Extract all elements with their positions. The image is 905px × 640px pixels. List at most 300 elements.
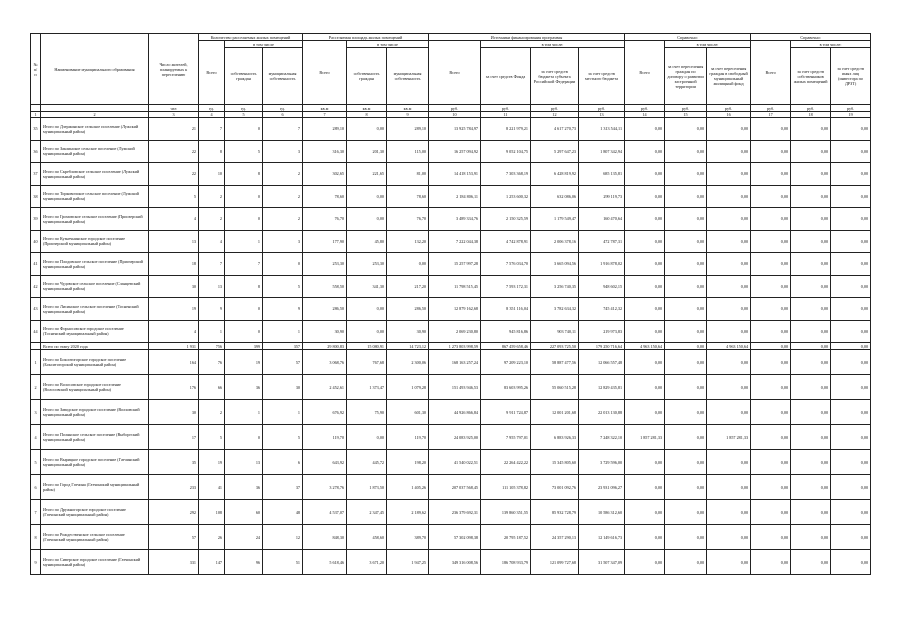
value-cell: 15 257 997,28 <box>429 253 481 276</box>
value-cell: 289,10 <box>303 118 347 141</box>
value-cell: 6 428 819,92 <box>531 163 579 186</box>
row-number: 4 <box>31 425 41 450</box>
column-number-cell: 5 <box>225 112 263 118</box>
total-value-cell: 867 459 658,46 <box>481 343 531 350</box>
value-cell: 0,00 <box>791 185 831 208</box>
value-cell: 0,00 <box>707 163 751 186</box>
value-cell: 0,00 <box>831 275 871 298</box>
units-cell: кв.м <box>303 105 347 112</box>
value-cell: 207 037 568,45 <box>429 475 481 500</box>
total-value-cell: 4 963 150,64 <box>625 343 665 350</box>
units-cell: ед. <box>199 105 225 112</box>
value-cell: 12 <box>263 525 303 550</box>
table-row <box>31 253 871 276</box>
table-row <box>31 400 871 425</box>
value-cell: 1 <box>263 400 303 425</box>
total-value-cell: 0,00 <box>665 343 707 350</box>
value-cell: 0,00 <box>791 230 831 253</box>
area-group-header: Расселяемая площадь жилых помещений <box>303 34 429 41</box>
value-cell: 0,00 <box>791 275 831 298</box>
value-cell: 78,60 <box>303 185 347 208</box>
value-cell: 0 <box>225 185 263 208</box>
value-cell: 0,00 <box>665 208 707 231</box>
value-cell: 81,00 <box>387 163 429 186</box>
value-cell: 0,00 <box>791 253 831 276</box>
value-cell: 745 412,32 <box>579 298 625 321</box>
value-cell: 601,30 <box>387 400 429 425</box>
units-cell <box>41 105 149 112</box>
value-cell: 13 <box>199 275 225 298</box>
value-cell: 1 <box>263 320 303 343</box>
value-cell: 0,00 <box>707 475 751 500</box>
units-cell: руб. <box>751 105 791 112</box>
value-cell: 9 911 724,87 <box>481 400 531 425</box>
value-cell: 0,00 <box>791 208 831 231</box>
value-cell: 201,30 <box>347 140 387 163</box>
value-cell: 0,00 <box>831 400 871 425</box>
column-number-cell: 16 <box>707 112 751 118</box>
value-cell: 7 593 172,31 <box>481 275 531 298</box>
table-row <box>31 450 871 475</box>
value-cell: 5 <box>149 185 199 208</box>
value-cell: 177,90 <box>303 230 347 253</box>
total-value-cell: 4 963 150,64 <box>707 343 751 350</box>
table-row <box>31 375 871 400</box>
row-number: 35 <box>31 118 41 141</box>
value-cell: 253,30 <box>303 253 347 276</box>
municipality-name: Итого по Плодовское сельское поселение (Приозерский муниципальный район) <box>41 253 149 276</box>
value-cell: 0,00 <box>707 118 751 141</box>
value-cell: 0,00 <box>707 550 751 575</box>
value-cell: 948 602,15 <box>579 275 625 298</box>
municipality-name: Итого по Чудовское сельское поселение (Сланцевский муниципальный район) <box>41 275 149 298</box>
value-cell: 0,00 <box>625 163 665 186</box>
row-number <box>31 343 41 350</box>
value-cell: 0,00 <box>831 500 871 525</box>
value-cell: 1 947,25 <box>387 550 429 575</box>
value-cell: 0,00 <box>751 298 791 321</box>
value-cell: 685 135,81 <box>579 163 625 186</box>
table-row <box>31 320 871 343</box>
value-cell: 2 300,06 <box>387 350 429 375</box>
total-value-cell: 357 <box>263 343 303 350</box>
value-cell: 292 <box>149 500 199 525</box>
table-row <box>31 550 871 575</box>
value-cell: 5 297 647,23 <box>531 140 579 163</box>
column-number-cell: 2 <box>41 112 149 118</box>
value-cell: 4 <box>149 208 199 231</box>
value-cell: 0,00 <box>707 140 751 163</box>
value-cell: 341,30 <box>347 275 387 298</box>
total-row <box>31 343 871 350</box>
value-cell: 0,00 <box>791 163 831 186</box>
value-cell: 0,00 <box>751 118 791 141</box>
ref2-total-header: Всего <box>751 41 791 105</box>
value-cell: 0,00 <box>707 450 751 475</box>
value-cell: 132,20 <box>387 230 429 253</box>
total-label: Всего по этапу 2020 года <box>41 343 149 350</box>
value-cell: 0,00 <box>665 298 707 321</box>
area-sub-header: в том числе <box>347 41 429 48</box>
value-cell: 7 576 034,70 <box>481 253 531 276</box>
value-cell: 7 <box>199 118 225 141</box>
ref1-b-header: за счет переселения граждан в свободный муниципальный жилищный фонд <box>707 48 751 105</box>
value-cell: 12 879 162,68 <box>429 298 481 321</box>
row-number: 1 <box>31 350 41 375</box>
column-number-cell: 7 <box>303 112 347 118</box>
value-cell: 7 303 368,19 <box>481 163 531 186</box>
value-cell: 0,00 <box>625 525 665 550</box>
value-cell: 0,00 <box>791 298 831 321</box>
value-cell: 30,90 <box>387 320 429 343</box>
value-cell: 0,00 <box>751 230 791 253</box>
units-cell: ед. <box>263 105 303 112</box>
total-value-cell: 399 <box>225 343 263 350</box>
area-total-header: Всего <box>303 41 347 105</box>
value-cell: 0,00 <box>625 253 665 276</box>
municipality-name: Итого по Вырицкое городское поселение (Гатчинский муниципальный район) <box>41 450 149 475</box>
total-value-cell: 0,00 <box>751 343 791 350</box>
column-number-cell: 10 <box>429 112 481 118</box>
resettlement-table <box>30 33 871 575</box>
finance-group-header: Источники финансирования программы <box>429 34 625 41</box>
value-cell: 23 931 096,27 <box>579 475 625 500</box>
value-cell: 848,30 <box>303 525 347 550</box>
value-cell: 0,00 <box>831 185 871 208</box>
value-cell: 0 <box>225 320 263 343</box>
value-cell: 0,00 <box>665 185 707 208</box>
ref1-group-header: Справочно: <box>625 34 751 41</box>
value-cell: 97 209 223,10 <box>481 350 531 375</box>
value-cell: 35 <box>149 450 199 475</box>
value-cell: 0,00 <box>751 163 791 186</box>
value-cell: 10 <box>199 163 225 186</box>
table-row <box>31 230 871 253</box>
value-cell: 22 264 422,22 <box>481 450 531 475</box>
value-cell: 0,00 <box>625 475 665 500</box>
ref1-a-header: за счет переселения граждан по договору о развитии застроенной территории <box>665 48 707 105</box>
value-cell: 0,00 <box>665 320 707 343</box>
value-cell: 389,70 <box>387 525 429 550</box>
value-cell: 4 537,07 <box>303 500 347 525</box>
value-cell: 0,00 <box>707 298 751 321</box>
table-row <box>31 500 871 525</box>
column-number-cell: 18 <box>791 112 831 118</box>
area-municipal-header: муниципальная собственность <box>387 48 429 105</box>
value-cell: 12 066 557,48 <box>579 350 625 375</box>
column-number-cell: 14 <box>625 112 665 118</box>
municipality-name: Итого по Заводское городское поселение (Волховский муниципальный район) <box>41 400 149 425</box>
value-cell: 58 887 477,56 <box>531 350 579 375</box>
value-cell: 3 256 740,35 <box>531 275 579 298</box>
value-cell: 4 617 270,73 <box>531 118 579 141</box>
value-cell: 0,00 <box>707 375 751 400</box>
total-value-cell: 1 931 <box>149 343 199 350</box>
municipality-name: Итого по Рождественское сельское поселение (Гатчинский муниципальный район) <box>41 525 149 550</box>
value-cell: 44 926 866,84 <box>429 400 481 425</box>
value-cell: 24 357 290,13 <box>531 525 579 550</box>
value-cell: 0,00 <box>625 500 665 525</box>
value-cell: 3 665 094,56 <box>531 253 579 276</box>
rooms-citizens-header: собственность граждан <box>225 48 263 105</box>
value-cell: 30 <box>149 400 199 425</box>
value-cell: 51 <box>263 550 303 575</box>
column-number-cell: 4 <box>199 112 225 118</box>
value-cell: 331 <box>149 550 199 575</box>
units-cell: руб. <box>831 105 871 112</box>
rooms-municipal-header: муниципальная собственность <box>263 48 303 105</box>
value-cell: 7 <box>199 253 225 276</box>
value-cell: 0,00 <box>831 525 871 550</box>
value-cell: 111 105 378,82 <box>481 475 531 500</box>
value-cell: 24 <box>225 525 263 550</box>
value-cell: 0,00 <box>831 375 871 400</box>
municipality-name: Итого по Дзержинское сельское поселение (Лужский муниципальный район) <box>41 118 149 141</box>
value-cell: 0,00 <box>707 400 751 425</box>
value-cell: 5 <box>225 140 263 163</box>
municipality-name: Итого по Торковичское сельское поселение (Лужский муниципальный район) <box>41 185 149 208</box>
value-cell: 0,00 <box>831 320 871 343</box>
value-cell: 945 816,86 <box>481 320 531 343</box>
value-cell: 0,00 <box>665 450 707 475</box>
value-cell: 0,00 <box>751 375 791 400</box>
units-cell: чел <box>149 105 199 112</box>
value-cell: 66 <box>199 375 225 400</box>
value-cell: 0,00 <box>751 525 791 550</box>
value-cell: 0,00 <box>707 208 751 231</box>
value-cell: 0,00 <box>665 550 707 575</box>
value-cell: 30,90 <box>303 320 347 343</box>
value-cell: 7 248 322,10 <box>579 425 625 450</box>
value-cell: 36 <box>225 475 263 500</box>
value-cell: 0,00 <box>751 185 791 208</box>
rooms-group-header: Количество расселяемых жилых помещений <box>199 34 303 41</box>
value-cell: 0,00 <box>791 118 831 141</box>
value-cell: 0,00 <box>751 475 791 500</box>
value-cell: 3 729 596,00 <box>579 450 625 475</box>
value-cell: 7 <box>225 253 263 276</box>
value-cell: 4 <box>199 230 225 253</box>
value-cell: 0,00 <box>347 208 387 231</box>
value-cell: 1 <box>199 320 225 343</box>
value-cell: 8 351 116,04 <box>481 298 531 321</box>
value-cell: 0,00 <box>707 525 751 550</box>
row-number: 7 <box>31 500 41 525</box>
value-cell: 15 345 805,60 <box>531 450 579 475</box>
value-cell: 48 <box>263 500 303 525</box>
value-cell: 2 347,45 <box>347 500 387 525</box>
row-number: 41 <box>31 253 41 276</box>
row-number: 8 <box>31 525 41 550</box>
value-cell: 12 829 435,81 <box>579 375 625 400</box>
value-cell: 0,00 <box>665 253 707 276</box>
row-number: 38 <box>31 185 41 208</box>
value-cell: 0,00 <box>625 298 665 321</box>
value-cell: 7 955 797,01 <box>481 425 531 450</box>
value-cell: 186 708 933,79 <box>481 550 531 575</box>
value-cell: 13 <box>225 450 263 475</box>
value-cell: 0,00 <box>387 253 429 276</box>
value-cell: 1 873,50 <box>347 475 387 500</box>
value-cell: 57 302 098,38 <box>429 525 481 550</box>
value-cell: 11 798 515,45 <box>429 275 481 298</box>
units-cell: руб. <box>579 105 625 112</box>
value-cell: 1 857 281,33 <box>625 425 665 450</box>
column-number-cell: 8 <box>347 112 387 118</box>
table-row <box>31 298 871 321</box>
value-cell: 9 052 104,75 <box>481 140 531 163</box>
value-cell: 4 742 878,91 <box>481 230 531 253</box>
value-cell: 119,70 <box>387 425 429 450</box>
value-cell: 445,72 <box>347 450 387 475</box>
municipality-name: Итого по Город Гатчина (Гатчинский муниципальный район) <box>41 475 149 500</box>
value-cell: 4 <box>149 320 199 343</box>
row-number: 2 <box>31 375 41 400</box>
value-cell: 21 <box>149 118 199 141</box>
value-cell: 0,00 <box>625 185 665 208</box>
value-cell: 0,00 <box>625 320 665 343</box>
value-cell: 0,00 <box>625 550 665 575</box>
municipality-name: Итого по Лисинское сельское поселение (Тосненский муниципальный район) <box>41 298 149 321</box>
value-cell: 0,00 <box>347 320 387 343</box>
table-body <box>31 105 871 575</box>
value-cell: 0,00 <box>831 140 871 163</box>
value-cell: 31 507 347,09 <box>579 550 625 575</box>
table-row <box>31 275 871 298</box>
value-cell: 221,65 <box>347 163 387 186</box>
value-cell: 2 184 806,11 <box>429 185 481 208</box>
value-cell: 2 006 378,16 <box>531 230 579 253</box>
value-cell: 1 373,47 <box>347 375 387 400</box>
value-cell: 160 470,64 <box>579 208 625 231</box>
value-cell: 0 <box>225 208 263 231</box>
fin-total-header: Всего <box>429 41 481 105</box>
value-cell: 1 <box>225 230 263 253</box>
value-cell: 0 <box>225 118 263 141</box>
value-cell: 1 079,28 <box>387 375 429 400</box>
value-cell: 30 <box>149 275 199 298</box>
value-cell: 767,68 <box>347 350 387 375</box>
value-cell: 22 <box>149 163 199 186</box>
value-cell: 5 <box>263 425 303 450</box>
table-row <box>31 208 871 231</box>
value-cell: 76,70 <box>387 208 429 231</box>
value-cell: 83 603 995,26 <box>481 375 531 400</box>
total-value-cell: 0,00 <box>831 343 871 350</box>
value-cell: 0,00 <box>625 275 665 298</box>
value-cell: 0,00 <box>347 425 387 450</box>
value-cell: 458,60 <box>347 525 387 550</box>
column-number-cell: 9 <box>387 112 429 118</box>
value-cell: 7 222 044,38 <box>429 230 481 253</box>
table-row <box>31 425 871 450</box>
rooms-sub-header: в том числе <box>225 41 303 48</box>
municipality-name: Итого по Полянское сельское поселение (Выборгский муниципальный район) <box>41 425 149 450</box>
value-cell: 3 <box>263 230 303 253</box>
value-cell: 0,00 <box>831 475 871 500</box>
value-cell: 1 405,26 <box>387 475 429 500</box>
value-cell: 0,00 <box>751 500 791 525</box>
value-cell: 299 119,73 <box>579 185 625 208</box>
value-cell: 2 <box>263 208 303 231</box>
column-number-cell: 15 <box>665 112 707 118</box>
value-cell: 45,80 <box>347 230 387 253</box>
value-cell: 22 <box>149 140 199 163</box>
value-cell: 139 860 351,55 <box>481 500 531 525</box>
value-cell: 164 <box>149 350 199 375</box>
value-cell: 10 586 312,60 <box>579 500 625 525</box>
value-cell: 0,00 <box>707 253 751 276</box>
value-cell: 0,00 <box>831 425 871 450</box>
value-cell: 0,00 <box>347 185 387 208</box>
value-cell: 2 <box>199 185 225 208</box>
column-number-cell: 6 <box>263 112 303 118</box>
value-cell: 217,20 <box>387 275 429 298</box>
value-cell: 24 083 925,00 <box>429 425 481 450</box>
value-cell: 316,30 <box>303 140 347 163</box>
value-cell: 1 916 878,02 <box>579 253 625 276</box>
value-cell: 8 <box>199 140 225 163</box>
value-cell: 0,00 <box>665 230 707 253</box>
value-cell: 14 418 153,91 <box>429 163 481 186</box>
value-cell: 20 795 187,52 <box>481 525 531 550</box>
units-cell: руб. <box>481 105 531 112</box>
value-cell: 0,00 <box>791 450 831 475</box>
value-cell: 253,30 <box>347 253 387 276</box>
value-cell: 6 <box>263 450 303 475</box>
value-cell: 2 <box>199 400 225 425</box>
value-cell: 1 313 544,11 <box>579 118 625 141</box>
row-number: 5 <box>31 450 41 475</box>
value-cell: 0,00 <box>831 230 871 253</box>
value-cell: 5 <box>199 425 225 450</box>
value-cell: 0,00 <box>751 450 791 475</box>
value-cell: 0,00 <box>665 118 707 141</box>
column-number-cell: 12 <box>531 112 579 118</box>
units-cell: руб. <box>531 105 579 112</box>
value-cell: 286,50 <box>387 298 429 321</box>
value-cell: 76 <box>199 350 225 375</box>
value-cell: 0,00 <box>751 400 791 425</box>
value-cell: 0,00 <box>665 375 707 400</box>
value-cell: 5 <box>263 275 303 298</box>
municipality-name: Итого по Дружногорское городское поселение (Гатчинский муниципальный район) <box>41 500 149 525</box>
units-row <box>31 105 871 112</box>
value-cell: 9 <box>263 298 303 321</box>
value-cell: 8 <box>225 163 263 186</box>
value-cell: 12 001 201,68 <box>531 400 579 425</box>
value-cell: 0,00 <box>625 140 665 163</box>
value-cell: 0,00 <box>625 350 665 375</box>
value-cell: 78,60 <box>387 185 429 208</box>
row-number: 44 <box>31 320 41 343</box>
column-number-cell: 13 <box>579 112 625 118</box>
value-cell: 76,70 <box>303 208 347 231</box>
value-cell: 219 973,83 <box>579 320 625 343</box>
row-number: 36 <box>31 140 41 163</box>
value-cell: 0,00 <box>751 275 791 298</box>
value-cell: 0,00 <box>347 118 387 141</box>
ref2-d-header: за счет средств иных лиц (инвестора по ДРЗТ) <box>831 48 871 105</box>
value-cell: 57 <box>149 525 199 550</box>
column-number-cell: 1 <box>31 112 41 118</box>
row-number: 9 <box>31 550 41 575</box>
units-cell: ед. <box>225 105 263 112</box>
value-cell: 37 <box>263 475 303 500</box>
value-cell: 18 <box>149 253 199 276</box>
value-cell: 0,00 <box>625 450 665 475</box>
table-row <box>31 140 871 163</box>
